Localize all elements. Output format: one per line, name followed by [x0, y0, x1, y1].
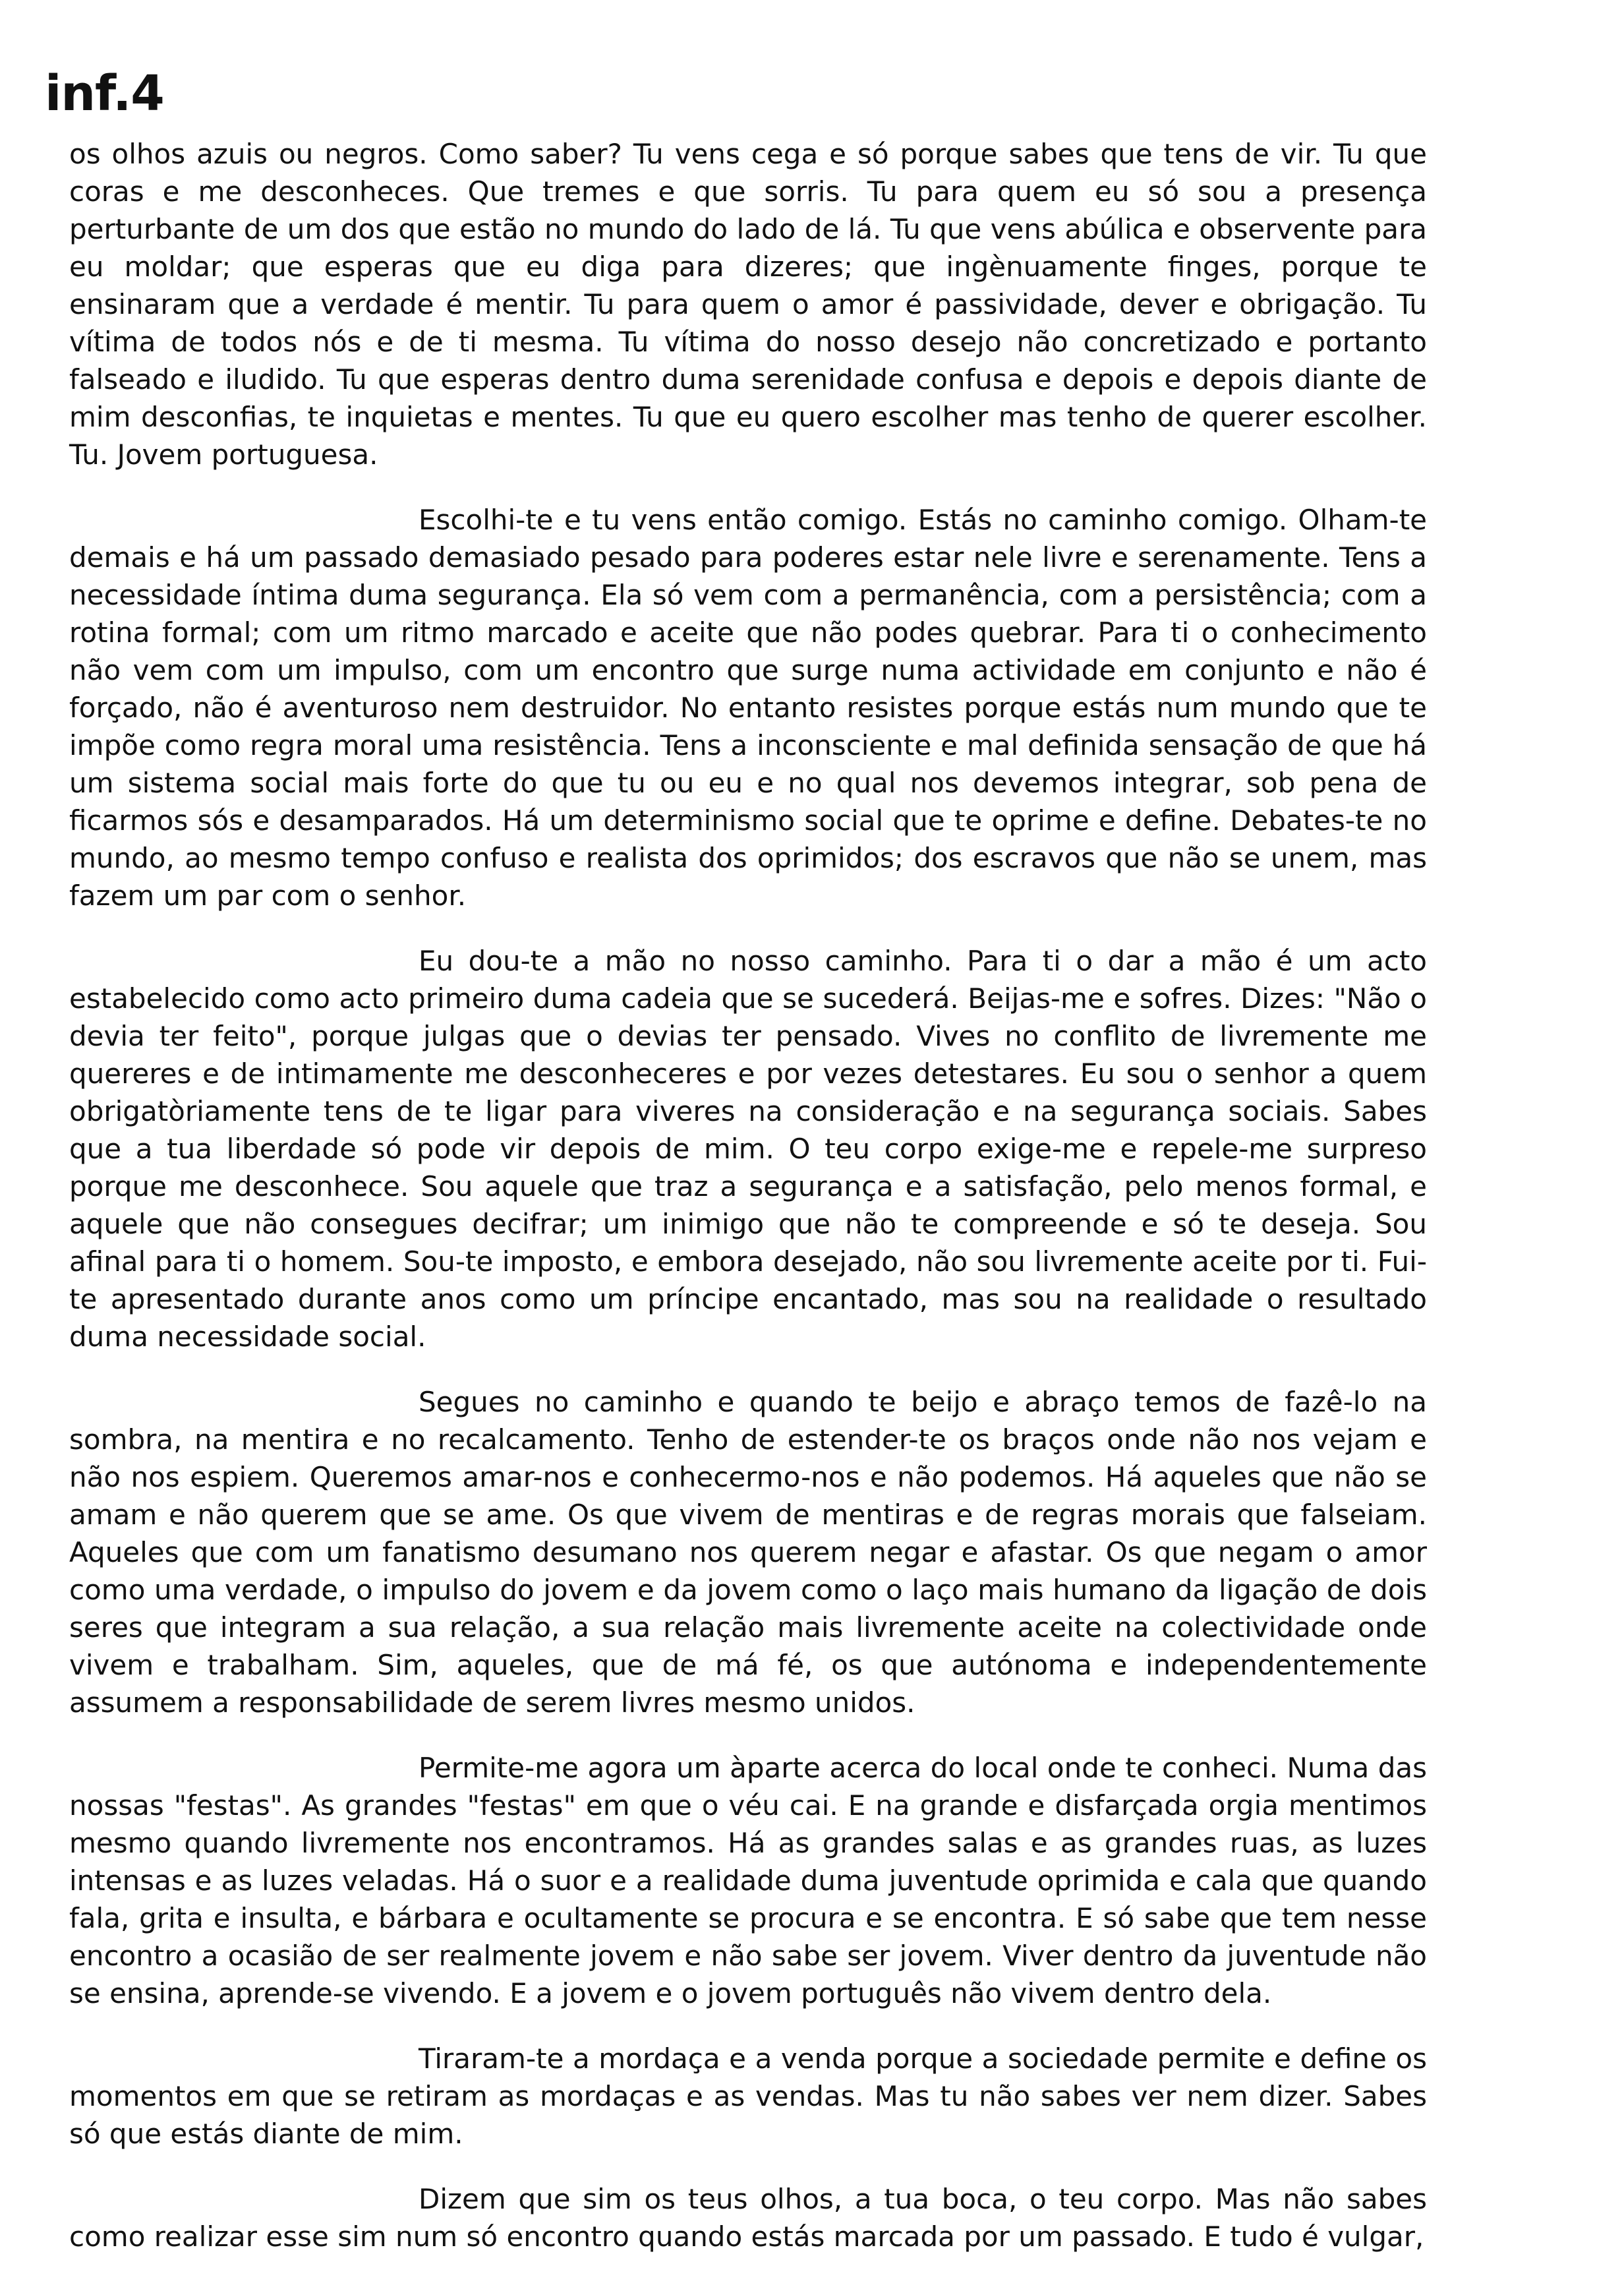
paragraph-4: Segues no caminho e quando te beijo e abraço temos de fazê-lo na sombra, na mentira e no recalcamento. Tenho de estender-te os braços onde não nos vejam e não nos espiem. Queremos amar-nos e conhecermo-nos e não podemos. Há aqueles que não se amam e não querem que se ame. Os que vivem de mentiras e de regras morais que falseiam. Aqueles que com um fanatismo desumano nos querem negar e afastar. Os que negam o amor como uma verdade, o impulso do jovem e da jovem como o laço mais humano da ligação de dois seres que integram a sua relação, a sua relação mais livremente aceite na colectividade onde vivem e trabalham. Sim, aqueles, que de má fé, os que autónoma e independentemente assumem a responsabilidade de serem livres mesmo unidos.: [69, 1386, 1427, 1719]
paragraph-5: Permite-me agora um àparte acerca do local onde te conheci. Numa das nossas "festas". As grandes "festas" em que o véu cai. E na grande e disfarçada orgia mentimos mesmo quando livremente nos encontramos. Há as grandes salas e as grandes ruas, as luzes intensas e as luzes veladas. Há o suor e a realidade duma juventude oprimida e cala que quando fala, grita e insulta, e bárbara e ocultamente se procura e se encontra. E só sabe que tem nesse encontro a ocasião de ser realmente jovem e não sabe ser jovem. Viver dentro da juventude não se ensina, aprende-se vivendo. E a jovem e o jovem português não vivem dentro dela.: [69, 1752, 1427, 2009]
paragraph-2: Escolhi-te e tu vens então comigo. Estás no caminho comigo. Olham-te demais e há um passado demasiado pesado para poderes estar nele livre e serenamente. Tens a necessidade íntima duma segurança. Ela só vem com a permanência, com a persistência; com a rotina formal; com um ritmo marcado e aceite que não podes quebrar. Para ti o conhecimento não vem com um impulso, com um encontro que surge numa actividade em conjunto e não é forçado, não é aventuroso nem destruidor. No entanto resistes porque estás num mundo que te impõe como regra moral uma resistência. Tens a inconsciente e mal definida sensação de que há um sistema social mais forte do que tu ou eu e no qual nos devemos integrar, sob pena de ficarmos sós e desamparados. Há um determinismo social que te oprime e define. Debates-te no mundo, ao mesmo tempo confuso e realista dos oprimidos; dos escravos que não se unem, mas fazem um par com o senhor.: [69, 504, 1427, 912]
paragraph-6: Tiraram-te a mordaça e a venda porque a sociedade permite e define os momentos em que se retiram as mordaças e as vendas. Mas tu não sabes ver nem dizer. Sabes só que estás diante de mim.: [69, 2042, 1427, 2150]
paragraph-3: Eu dou-te a mão no nosso caminho. Para ti o dar a mão é um acto estabelecido como acto primeiro duma cadeia que se sucederá. Beijas-me e sofres. Dizes: "Não o devia ter feito", porque julgas que o devias ter pensado. Vives no conflito de livremente me quereres e de intimamente me desconheceres e por vezes detestares. Eu sou o senhor a quem obrigatòriamente tens de te ligar para viveres na consideração e na segurança sociais. Sabes que a tua liberdade só pode vir depois de mim. O teu corpo exige-me e repele-me surpreso porque me desconhece. Sou aquele que traz a segurança e a satisfação, pelo menos formal, e aquele que não consegues decifrar; um inimigo que não te compreende e só te deseja. Sou afinal para ti o homem. Sou-te imposto, e embora desejado, não sou livremente aceite por ti. Fui-te apresentado durante anos como um príncipe encantado, mas sou na realidade o resultado duma necessidade social.: [69, 945, 1427, 1353]
paragraph-1: os olhos azuis ou negros. Como saber? Tu vens cega e só porque sabes que tens de vir. Tu que coras e me desconheces. Que tremes e que sorris. Tu para quem eu só sou a presença perturbante de um dos que estão no mundo do lado de lá. Tu que vens abúlica e observente para eu moldar; que esperas que eu diga para dizeres; que ingènuamente finges, porque te ensinaram que a verdade é mentir. Tu para quem o amor é passividade, dever e obrigação. Tu vítima de todos nós e de ti mesma. Tu vítima do nosso desejo não concretizado e portanto falseado e iludido. Tu que esperas dentro duma serenidade confusa e depois e depois diante de mim desconfias, te inquietas e mentes. Tu que eu quero escolher mas tenho de querer escolher. Tu. Jovem portuguesa.: [69, 138, 1427, 471]
document-body: [69, 135, 1427, 2283]
page-header: inf.4: [45, 65, 164, 122]
paragraph-7: Dizem que sim os teus olhos, a tua boca, o teu corpo. Mas não sabes como realizar esse sim num só encontro quando estás marcada por um passado. E tudo é vulgar,: [69, 2183, 1427, 2253]
